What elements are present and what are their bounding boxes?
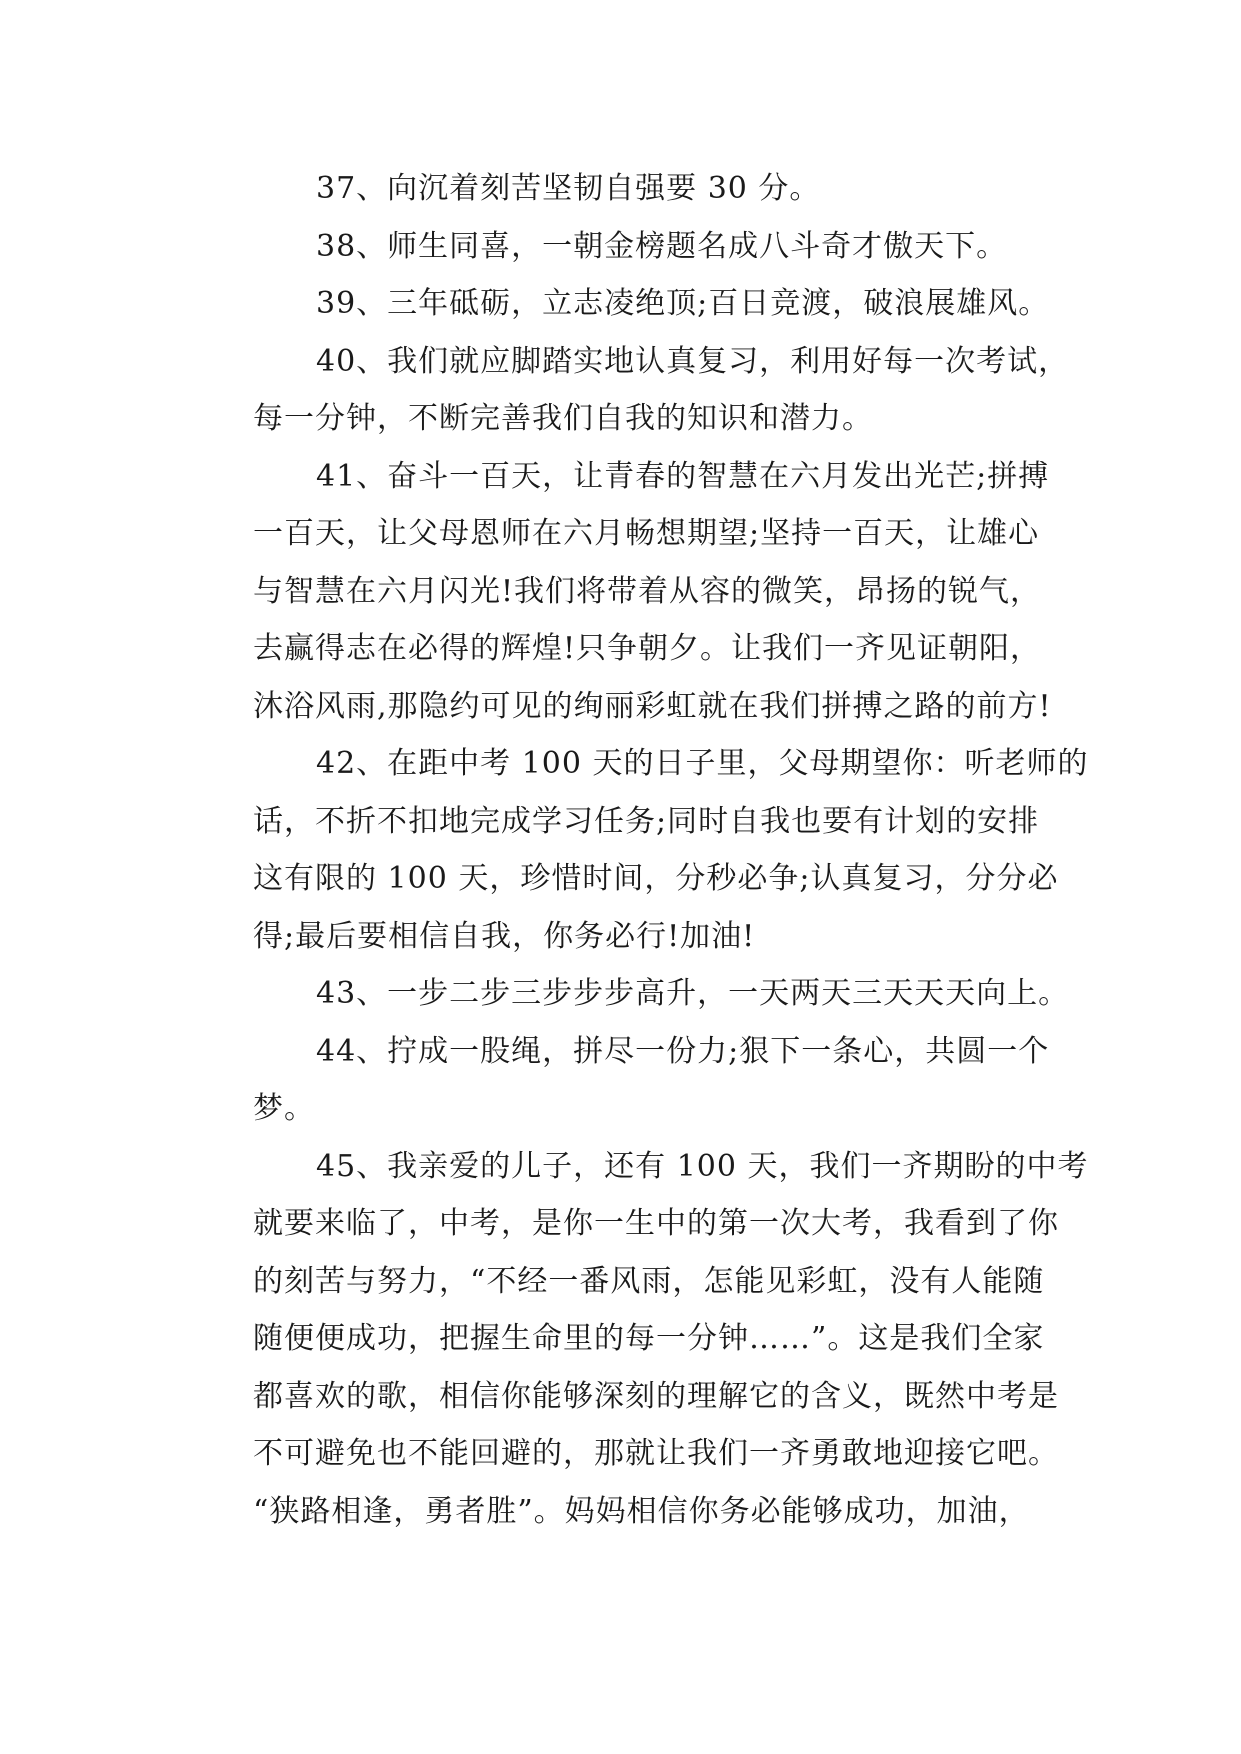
text-line: 这有限的 100 天，珍惜时间，分秒必争;认真复习，分分必 xyxy=(253,861,1059,896)
text-line: 37、向沉着刻苦坚韧自强要 30 分。 xyxy=(316,171,821,206)
text-line: 与智慧在六月闪光!我们将带着从容的微笑，昂扬的锐气， xyxy=(253,573,1042,609)
text-line: 都喜欢的歌，相信你能够深刻的理解它的含义，既然中考是 xyxy=(253,1378,1059,1414)
text-line: “狭路相逢，勇者胜”。妈妈相信你务必能够成功，加油， xyxy=(253,1493,1030,1529)
text-line: 梦。 xyxy=(253,1091,315,1126)
text-line: 随便便成功，把握生命里的每一分钟……”。这是我们全家 xyxy=(253,1321,1045,1356)
paragraph-43 xyxy=(190,965,1070,1023)
text-line: 不可避免也不能回避的，那就让我们一齐勇敢地迎接它吧。 xyxy=(253,1436,1059,1471)
text-line: 42、在距中考 100 天的日子里，父母期望你：听老师的 xyxy=(316,746,1089,781)
document-body xyxy=(190,160,1089,1540)
text-line: 沐浴风雨,那隐约可见的绚丽彩虹就在我们拼搏之路的前方! xyxy=(253,688,1052,724)
paragraph-44 xyxy=(190,1023,1070,1138)
text-line: 的刻苦与努力，“不经一番风雨，怎能见彩虹，没有人能随 xyxy=(253,1263,1045,1299)
text-line: 每一分钟，不断完善我们自我的知识和潜力。 xyxy=(253,401,873,436)
text-line: 一百天，让父母恩师在六月畅想期望;坚持一百天，让雄心 xyxy=(253,516,1040,551)
paragraph-41 xyxy=(190,448,1070,736)
paragraph-40 xyxy=(190,333,1070,448)
text-line: 40、我们就应脚踏实地认真复习，利用好每一次考试， xyxy=(316,343,1070,379)
text-line: 41、奋斗一百天，让青春的智慧在六月发出光芒;拼搏 xyxy=(316,458,1050,494)
text-line: 45、我亲爱的儿子，还有 100 天，我们一齐期盼的中考 xyxy=(316,1148,1089,1184)
text-line: 话，不折不扣地完成学习任务;同时自我也要有计划的安排 xyxy=(253,803,1040,839)
text-line: 去赢得志在必得的辉煌!只争朝夕。让我们一齐见证朝阳， xyxy=(253,631,1042,666)
paragraph-37 xyxy=(190,160,1070,218)
text-line: 得;最后要相信自我，你务必行!加油! xyxy=(253,918,756,954)
text-line: 38、师生同喜，一朝金榜题名成八斗奇才傲天下。 xyxy=(316,228,1008,264)
paragraph-42 xyxy=(190,735,1089,965)
paragraph-38 xyxy=(190,218,1070,276)
text-line: 44、拧成一股绳，拼尽一份力;狠下一条心，共圆一个 xyxy=(316,1033,1050,1069)
paragraph-45 xyxy=(190,1138,1089,1541)
paragraph-39 xyxy=(190,275,1070,333)
text-line: 就要来临了，中考，是你一生中的第一次大考，我看到了你 xyxy=(253,1206,1059,1241)
text-line: 39、三年砥砺，立志凌绝顶;百日竞渡，破浪展雄风。 xyxy=(316,286,1050,321)
text-line: 43、一步二步三步步步高升，一天两天三天天天向上。 xyxy=(316,976,1070,1011)
